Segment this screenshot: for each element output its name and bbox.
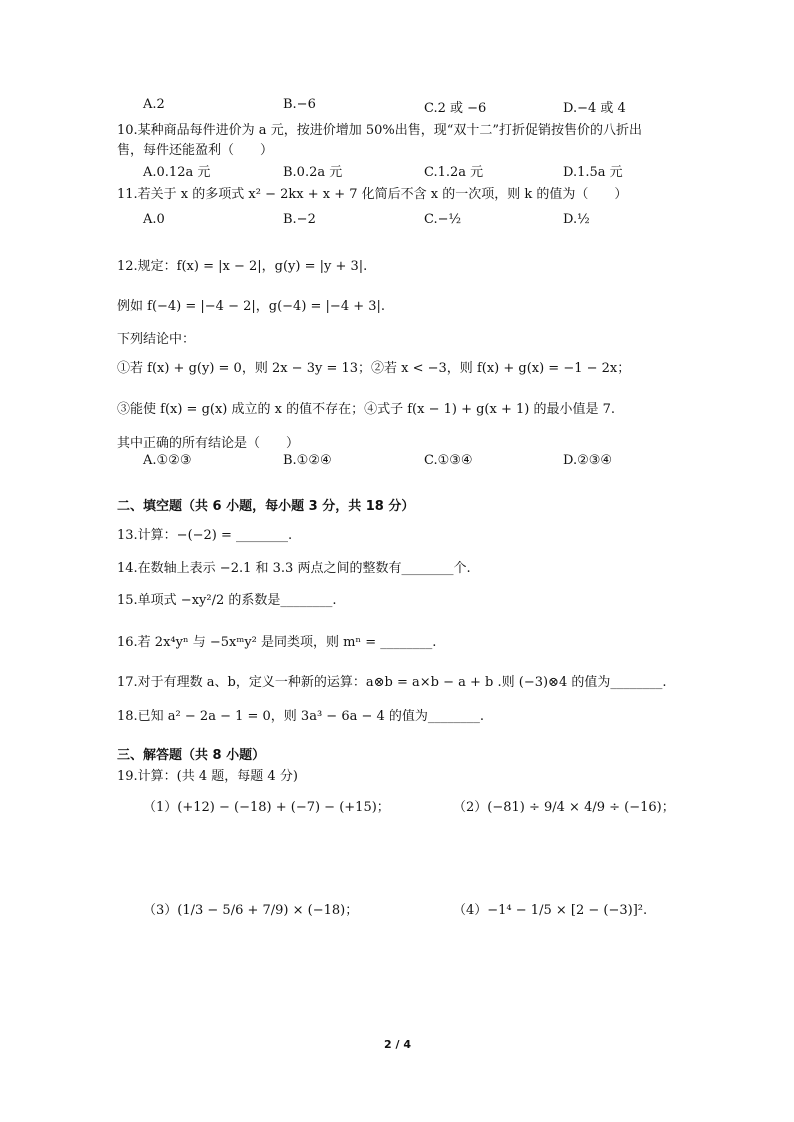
q12-option-d: D.②③④	[563, 453, 613, 468]
q13: 13.计算：−(−2) = ________.	[117, 528, 293, 543]
q10-option-b: B.0.2a 元	[283, 165, 343, 180]
q9-option-c: C.2 或 −6	[424, 101, 487, 116]
q19-part2: （2）(−81) ÷ 9/4 × 4/9 ÷ (−16)；	[453, 800, 675, 815]
q11-option-a: A.0	[143, 212, 165, 227]
q19-stem: 19.计算：(共 4 题，每题 4 分)	[117, 769, 298, 784]
page-number: 2 / 4	[384, 1038, 411, 1051]
q12-option-c: C.①③④	[424, 453, 473, 468]
q12-option-b: B.①②④	[283, 453, 332, 468]
q10-stem-line2: 售，每件还能盈利（ ）	[117, 143, 274, 158]
q10-option-a: A.0.12a 元	[143, 165, 211, 180]
q9-option-a: A.2	[143, 97, 165, 112]
q11-option-b: B.−2	[283, 212, 316, 227]
section-solve-title: 三、解答题（共 8 小题）	[117, 748, 266, 763]
q12-conclusions-3-4: ③能使 f(x) = g(x) 成立的 x 的值不存在；④式子 f(x − 1) + g(x + 1) 的最小值是 7.	[117, 402, 615, 417]
q12-option-a: A.①②③	[143, 453, 192, 468]
q12-rule: 12.规定：f(x) = |x − 2|，g(y) = |y + 3|.	[117, 259, 368, 274]
q15: 15.单项式 −xy²/2 的系数是________.	[117, 593, 337, 608]
q18: 18.已知 a² − 2a − 1 = 0，则 3a³ − 6a − 4 的值为________.	[117, 709, 485, 724]
q12-intro: 下列结论中：	[117, 332, 196, 347]
q17: 17.对于有理数 a、b，定义一种新的运算：a⊗b = a×b − a + b .则 (−3)⊗4 的值为________.	[117, 675, 667, 690]
q19-part3: （3）(1/3 − 5/6 + 7/9) × (−18)；	[143, 903, 359, 918]
q12-ask: 其中正确的所有结论是（ ）	[117, 436, 300, 451]
q9-option-b: B.−6	[283, 97, 316, 112]
q12-example: 例如 f(−4) = |−4 − 2|，g(−4) = |−4 + 3|.	[117, 299, 386, 314]
q19-part4: （4）−1⁴ − 1/5 × [2 − (−3)]².	[453, 903, 648, 918]
q11-option-c: C.−½	[424, 212, 462, 227]
q11-stem: 11.若关于 x 的多项式 x² − 2kx + x + 7 化简后不含 x 的一次项，则 k 的值为（ ）	[117, 187, 628, 202]
q10-stem-line1: 10.某种商品每件进价为 a 元，按进价增加 50%出售，现“双十二”打折促销按售价的八折出	[117, 123, 643, 138]
q9-option-d: D.−4 或 4	[563, 101, 626, 116]
section-fill-in-title: 二、填空题（共 6 小题，每小题 3 分，共 18 分）	[117, 499, 415, 514]
q10-option-c: C.1.2a 元	[424, 165, 484, 180]
q10-option-d: D.1.5a 元	[563, 165, 623, 180]
q14: 14.在数轴上表示 −2.1 和 3.3 两点之间的整数有________个.	[117, 561, 471, 576]
q19-part1: （1）(+12) − (−18) + (−7) − (+15)；	[143, 800, 390, 815]
q16: 16.若 2x⁴yⁿ 与 −5xᵐy² 是同类项，则 mⁿ = ________.	[117, 635, 437, 650]
q11-option-d: D.½	[563, 212, 590, 227]
q12-conclusions-1-2: ①若 f(x) + g(y) = 0，则 2x − 3y = 13；②若 x < −3，则 f(x) + g(x) = −1 − 2x；	[117, 361, 631, 376]
